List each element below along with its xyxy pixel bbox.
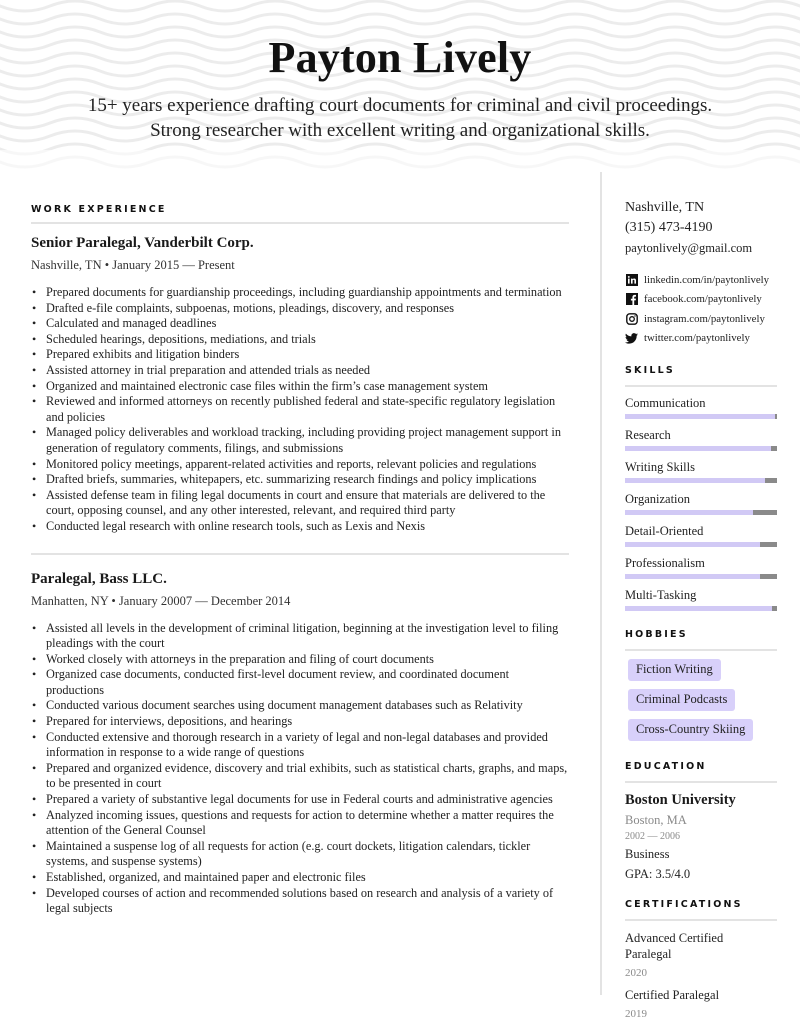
- skill-label: Research: [625, 428, 671, 442]
- sidebar: [625, 198, 777, 1020]
- hobby-chip: Fiction Writing: [628, 659, 721, 681]
- summary-line: Strong researcher with excellent writing and organizational skills.: [150, 120, 650, 141]
- skill-item: [625, 460, 777, 483]
- bullet-item: • Conducted various document searches using document management databases such as Relativity: [31, 698, 569, 714]
- skill-bar: [625, 478, 777, 483]
- skill-bar-fill: [625, 606, 772, 611]
- skill-item: [625, 428, 777, 451]
- skill-label: Multi-Tasking: [625, 588, 697, 602]
- bullet-item: • Calculated and managed deadlines: [31, 316, 569, 332]
- summary-line: 15+ years experience drafting court documents for criminal and civil proceedings.: [87, 95, 713, 116]
- bullet-item: • Organized and maintained electronic case files within the firm’s case management system: [31, 379, 569, 395]
- linkedin-icon: [625, 273, 638, 286]
- bullet-item: • Established, organized, and maintained paper and electronic files: [31, 870, 569, 886]
- bullet-item: • Prepared and organized evidence, discovery and trial exhibits, such as statistical charts, graphs, and maps, to be presented in court: [31, 761, 569, 792]
- job-bullets: [31, 621, 569, 917]
- skill-bar: [625, 542, 777, 547]
- contact-email[interactable]: paytonlively@gmail.com: [625, 241, 753, 255]
- summary: [0, 93, 800, 143]
- hobby-row: [625, 718, 777, 741]
- job-bullets: [31, 285, 569, 535]
- skill-bar: [625, 446, 777, 451]
- skill-bar-fill: [625, 574, 760, 579]
- bullet-item: • Prepared exhibits and litigation binders: [31, 347, 569, 363]
- wave-line: [0, 14, 800, 24]
- certification-name: Certified Paralegal: [625, 988, 720, 1002]
- bullet-item: • Monitored policy meetings, apparent-related activities and reports, relevant policies and regulations: [31, 457, 569, 473]
- section-title-hobbies: HOBBIES: [625, 629, 688, 640]
- bullet-item: • Conducted extensive and thorough research in a variety of legal and non-legal databases and provided information in response to a wide range of questions: [31, 730, 569, 761]
- education-years: 2002 — 2006: [625, 831, 680, 842]
- skill-item: [625, 556, 777, 579]
- education-major: Business: [625, 847, 670, 861]
- social-link-facebook[interactable]: [625, 290, 777, 310]
- bullet-item: • Assisted attorney in trial preparation and attended trials as needed: [31, 363, 569, 379]
- job-title: Paralegal, Bass LLC.: [31, 570, 167, 587]
- job-entry: [31, 571, 569, 917]
- candidate-name: Payton Lively: [268, 33, 532, 82]
- section-divider: [625, 649, 777, 651]
- section-divider: [625, 919, 777, 921]
- section-title-education: EDUCATION: [625, 761, 707, 772]
- education-section: [625, 761, 777, 882]
- hobby-chip: Cross-Country Skiing: [628, 719, 753, 741]
- job-meta: Nashville, TN • January 2015 — Present: [31, 258, 235, 272]
- bullet-item: • Assisted all levels in the development of criminal litigation, beginning at the investigation level to filing pleadings with the court: [31, 621, 569, 652]
- skill-item: [625, 492, 777, 515]
- bullet-item: • Prepared for interviews, depositions, and hearings: [31, 714, 569, 730]
- education-location: Boston, MA: [625, 813, 687, 827]
- hobbies-section: [625, 629, 777, 741]
- job-divider: [31, 553, 569, 555]
- bullet-item: • Worked closely with attorneys in the preparation and filing of court documents: [31, 652, 569, 668]
- section-title-skills: SKILLS: [625, 365, 675, 376]
- hobby-row: [625, 688, 777, 711]
- hobby-row: [625, 658, 777, 681]
- bullet-item: • Scheduled hearings, depositions, mediations, and trials: [31, 332, 569, 348]
- skill-label: Organization: [625, 492, 691, 506]
- section-divider: [625, 781, 777, 783]
- contact-city: Nashville, TN: [625, 200, 705, 215]
- skill-bar: [625, 606, 777, 611]
- twitter-icon: [625, 332, 638, 345]
- skill-bar-fill: [625, 510, 753, 515]
- bullet-item: • Drafted briefs, summaries, whitepapers, etc. summarizing research findings and policy implications: [31, 472, 569, 488]
- hobby-chip: Criminal Podcasts: [628, 689, 735, 711]
- skill-bar-fill: [625, 542, 760, 547]
- skill-item: [625, 524, 777, 547]
- resume-header: [0, 0, 800, 172]
- social-link-text: linkedin.com/in/paytonlively: [644, 273, 770, 286]
- section-divider: [625, 385, 777, 387]
- skill-label: Detail-Oriented: [625, 524, 704, 538]
- bullet-item: • Reviewed and informed attorneys on recently published federal and state-specific regulatory legislation and policies: [31, 394, 569, 425]
- certification-year: 2020: [625, 967, 647, 979]
- section-title-certifications: CERTIFICATIONS: [625, 899, 743, 910]
- bullet-item: • Managed policy deliverables and workload tracking, including providing project management support in generation of regulatory comments, filings, and submissions: [31, 425, 569, 456]
- job-title: Senior Paralegal, Vanderbilt Corp.: [31, 235, 254, 251]
- social-link-text: twitter.com/paytonlively: [644, 332, 750, 345]
- education-gpa: GPA: 3.5/4.0: [625, 867, 691, 881]
- main-column: [31, 200, 569, 917]
- skill-bar: [625, 414, 777, 419]
- bullet-item: • Conducted legal research with online research tools, such as Lexis and Nexis: [31, 519, 569, 535]
- job-meta: Manhatten, NY • January 20007 — December 2014: [31, 593, 291, 608]
- wave-pattern-background: [0, 0, 800, 172]
- social-links: [625, 270, 777, 348]
- social-link-twitter[interactable]: [625, 329, 777, 349]
- certification-item: [625, 930, 745, 979]
- skills-section: [625, 365, 777, 611]
- facebook-icon: [625, 293, 638, 306]
- skill-bar-fill: [625, 478, 765, 483]
- skill-label: Professionalism: [625, 556, 705, 570]
- wave-line: [0, 1, 800, 11]
- certifications-section: [625, 899, 777, 1020]
- bullet-item: • Drafted e-file complaints, subpoenas, motions, pleadings, discovery, and responses: [31, 301, 569, 317]
- skill-label: Communication: [625, 396, 706, 410]
- certification-name: Advanced Certified Paralegal: [625, 931, 724, 961]
- skill-label: Writing Skills: [625, 460, 695, 474]
- bullet-item: • Prepared documents for guardianship proceedings, including guardianship appointments and termination: [31, 285, 569, 301]
- bullet-item: • Maintained a suspense log of all requests for action (e.g. court dockets, litigation calendars, tickler systems, and suspense systems): [31, 839, 569, 870]
- wave-fade: [0, 150, 800, 172]
- social-link-linkedin[interactable]: [625, 270, 777, 290]
- bullet-item: • Assisted defense team in filing legal documents in court and ensure that materials are delivered to the court, opposing counsel, and any other interested, relevant, and required third party: [31, 488, 569, 519]
- skill-bar: [625, 574, 777, 579]
- social-link-text: instagram.com/paytonlively: [644, 312, 765, 325]
- skill-bar-fill: [625, 414, 775, 419]
- education-school: Boston University: [625, 792, 736, 808]
- skills-list: [625, 396, 777, 611]
- instagram-icon: [625, 312, 638, 325]
- certification-item: [625, 987, 777, 1020]
- bullet-item: • Organized case documents, conducted first-level document review, and coordinated document productions: [31, 667, 569, 698]
- skill-item: [625, 588, 777, 611]
- skill-bar: [625, 510, 777, 515]
- skill-bar-fill: [625, 446, 771, 451]
- section-title-work-experience: WORK EXPERIENCE: [31, 204, 167, 215]
- section-divider: [31, 222, 569, 224]
- skill-item: [625, 396, 777, 419]
- social-link-instagram[interactable]: [625, 309, 777, 329]
- bullet-item: • Analyzed incoming issues, questions and requests for action to determine whether a matter requires the attention of the General Counsel: [31, 808, 569, 839]
- contact-info: [625, 198, 777, 258]
- bullet-item: • Prepared a variety of substantive legal documents for use in Federal courts and administrative agencies: [31, 792, 569, 808]
- bullet-item: • Developed courses of action and recommended solutions based on research and analysis of a variety of legal subjects: [31, 886, 569, 917]
- social-link-text: facebook.com/paytonlively: [644, 293, 762, 306]
- contact-phone[interactable]: (315) 473-4190: [625, 220, 713, 235]
- certification-year: 2019: [625, 1008, 647, 1020]
- job-entry: [31, 235, 569, 535]
- column-divider: [600, 172, 602, 995]
